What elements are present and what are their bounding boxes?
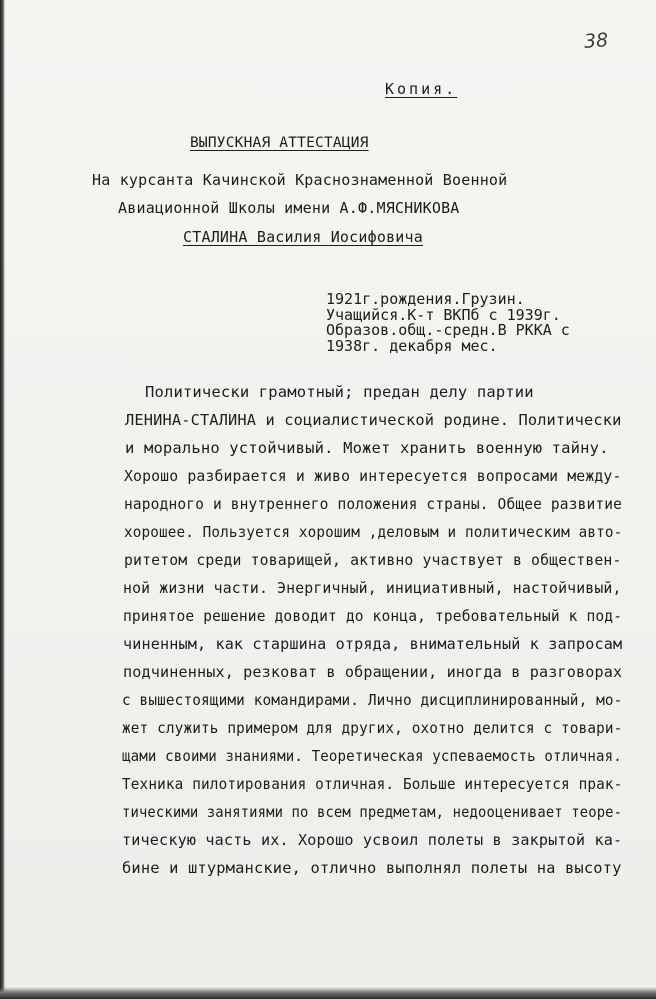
page-number: 38: [583, 29, 609, 53]
bio-line: Образов.общ.-средн.В РККА с: [326, 321, 570, 339]
document-title: ВЫПУСКНАЯ АТТЕСТАЦИЯ: [190, 135, 369, 151]
body-line: щами своими знаниями. Теоретическая успеваемость отличная.: [122, 747, 622, 765]
body-line: тическую часть их. Хорошо усвоил полеты в закрытой ка-: [122, 831, 623, 849]
subtitle-line-1: На курсанта Качинской Краснознаменной Военной: [92, 171, 508, 189]
subject-name: СТАЛИНА Василия Иосифовича: [183, 228, 423, 246]
body-line: чиненным, как старшина отряда, внимательный к запросам: [123, 635, 623, 653]
body-line: жет служить примером для других, охотно делится с товари-: [122, 719, 623, 737]
body-line: ЛЕНИНА-СТАЛИНА и социалистической родине. Политически: [125, 411, 622, 429]
body-line: ной жизни части. Энергичный, инициативный, настойчивый,: [123, 579, 622, 597]
body-line: хорошее. Пользуется хорошим ,деловым и политическим авто-: [124, 523, 623, 541]
bio-block: [326, 292, 570, 354]
subtitle-line-2: Авиационной Школы имени А.Ф.МЯСНИКОВА: [118, 199, 460, 217]
body-line: подчиненных, резковат в обращении, иногда в разговорах: [123, 663, 623, 681]
bio-line: 1938г. декабря мес.: [326, 336, 498, 355]
body-line: Хорошо разбирается и живо интересуется вопросами между-: [124, 467, 622, 485]
body-line: тическими занятиями по всем предметам, недооценивает теоре-: [122, 803, 623, 821]
body-line: Политически грамотный; предан делу партии: [145, 383, 534, 401]
body-line: Техника пилотирования отличная. Больше интересуется прак-: [122, 775, 623, 793]
bio-line: Учащийся.К-т ВКПб с 1939г.: [326, 305, 561, 324]
body-line: принятое решение доводит до конца, требовательный к под-: [123, 607, 623, 625]
body-line: бине и штурманские, отлично выполнял полеты на высоту: [122, 859, 622, 877]
body-line: и морально устойчивый. Может хранить военную тайну.: [125, 439, 609, 457]
copy-mark: Копия.: [385, 80, 458, 98]
scan-left-edge: [0, 0, 5, 999]
body-line: ритетом среди товарищей, активно участвует в обществен-: [124, 551, 622, 569]
body-line: народного и внутреннего положения страны. Общее развитие: [124, 495, 623, 513]
bio-line: 1921г.рождения.Грузин.: [326, 290, 525, 308]
body-line: с вышестоящими командирами. Лично дисциплинированный, мо-: [122, 691, 623, 709]
scan-bottom-edge: [0, 987, 656, 999]
